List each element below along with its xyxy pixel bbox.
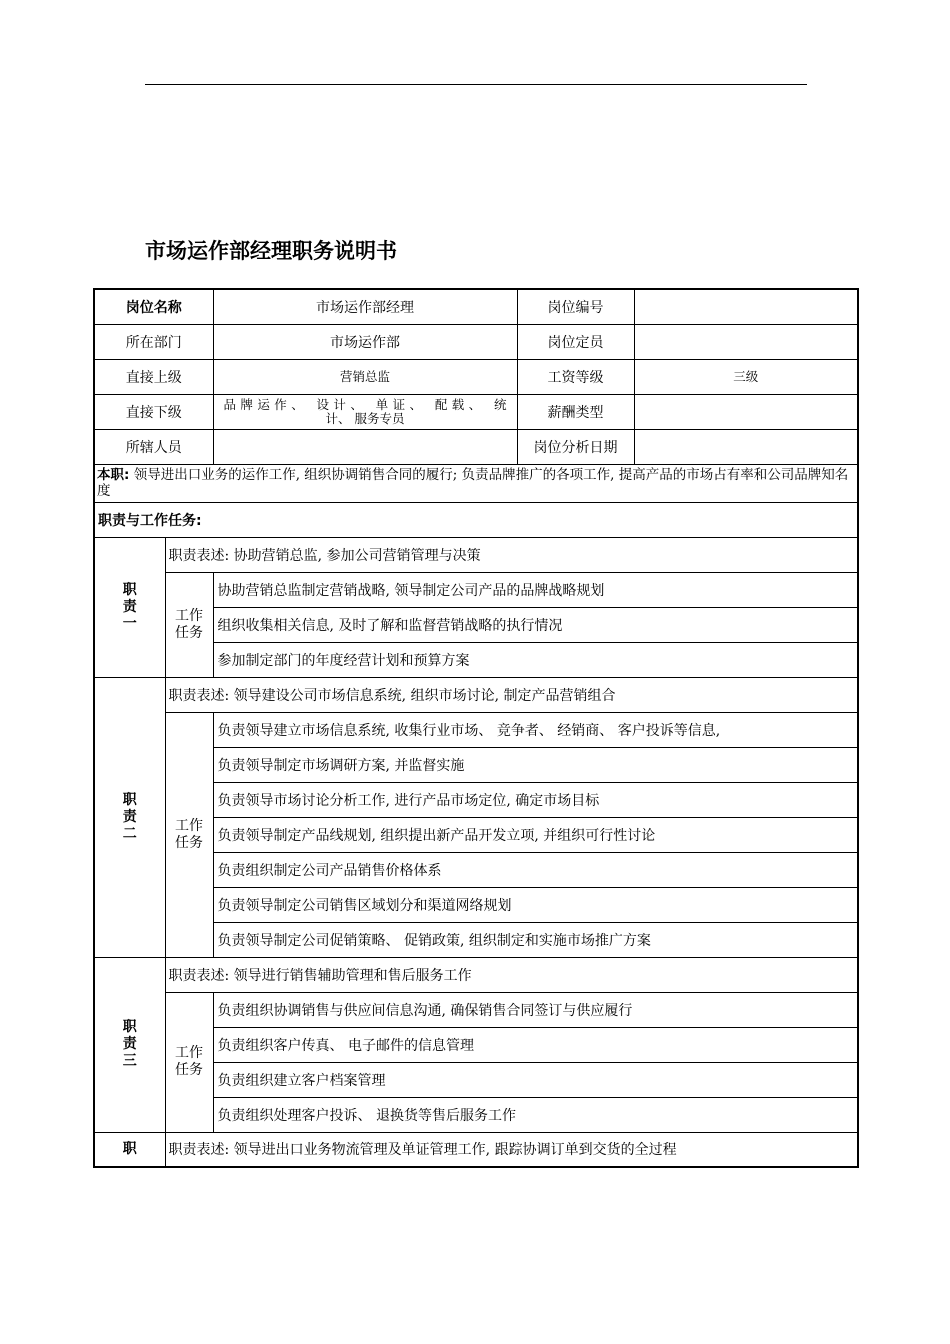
duty-label-char: 责 — [122, 598, 137, 615]
task-item: 负责组织处理客户投诉、 退换货等售后服务工作 — [213, 1097, 858, 1132]
field-value: 三级 — [634, 359, 858, 394]
task-item: 负责领导市场讨论分析工作, 进行产品市场定位, 确定市场目标 — [213, 782, 858, 817]
task-row — [94, 572, 858, 607]
field-value — [634, 394, 858, 429]
header-row — [94, 359, 858, 394]
duty-label-char: 二 — [122, 825, 137, 842]
job-description-table — [93, 288, 859, 1168]
field-label: 薪酬类型 — [517, 394, 634, 429]
task-label-line: 工作 — [175, 817, 203, 834]
document-title: 市场运作部经理职务说明书 — [145, 239, 397, 263]
task-label-line: 任务 — [175, 834, 203, 851]
task-label — [165, 572, 213, 677]
duty-label-char: 职 — [122, 791, 137, 808]
benzhi-row — [94, 464, 858, 502]
task-row — [94, 712, 858, 747]
task-item: 负责领导制定产品线规划, 组织提出新产品开发立项, 并组织可行性讨论 — [213, 817, 858, 852]
field-label: 所辖人员 — [94, 429, 213, 464]
task-item: 负责组织协调销售与供应间信息沟通, 确保销售合同签订与供应履行 — [213, 992, 858, 1027]
task-row — [94, 992, 858, 1027]
duty-label-char: 责 — [122, 808, 137, 825]
field-label: 岗位编号 — [517, 289, 634, 324]
duty-description: 职责表述: 协助营销总监, 参加公司营销管理与决策 — [165, 537, 858, 572]
field-value — [634, 429, 858, 464]
field-value — [634, 289, 858, 324]
duty-label-3 — [94, 957, 165, 1132]
duty-label-4 — [94, 1132, 165, 1167]
header-rule — [145, 84, 807, 85]
field-value: 营销总监 — [213, 359, 517, 394]
field-value: 市场运作部经理 — [213, 289, 517, 324]
duty-label-1 — [94, 537, 165, 677]
field-value: 市场运作部 — [213, 324, 517, 359]
task-item: 负责领导建立市场信息系统, 收集行业市场、 竞争者、 经销商、 客户投诉等信息, — [213, 712, 858, 747]
task-label — [165, 712, 213, 957]
benzhi-label: 本职: — [97, 467, 130, 483]
header-row — [94, 394, 858, 429]
task-item: 负责组织制定公司产品销售价格体系 — [213, 852, 858, 887]
field-label: 工资等级 — [517, 359, 634, 394]
duty-label-char: 三 — [122, 1053, 137, 1069]
task-item: 负责领导制定市场调研方案, 并监督实施 — [213, 747, 858, 782]
duties-header: 职责与工作任务: — [94, 502, 858, 537]
task-label-line: 任务 — [175, 1062, 203, 1078]
duty-label-char: 一 — [122, 615, 137, 632]
task-item: 负责领导制定公司销售区域划分和渠道网络规划 — [213, 887, 858, 922]
task-label-line: 工作 — [175, 607, 203, 624]
duty-description: 职责表述: 领导进行销售辅助管理和售后服务工作 — [165, 957, 858, 992]
task-item: 组织收集相关信息, 及时了解和监督营销战略的执行情况 — [213, 607, 858, 642]
task-item: 负责领导制定公司促销策略、 促销政策, 组织制定和实施市场推广方案 — [213, 922, 858, 957]
task-label-line: 工作 — [175, 1045, 203, 1061]
field-label: 岗位定员 — [517, 324, 634, 359]
duty-description: 职责表述: 领导进出口业务物流管理及单证管理工作, 跟踪协调订单到交货的全过程 — [165, 1132, 858, 1167]
benzhi-cell — [94, 464, 858, 502]
task-item: 负责组织客户传真、 电子邮件的信息管理 — [213, 1027, 858, 1062]
task-item: 协助营销总监制定营销战略, 领导制定公司产品的品牌战略规划 — [213, 572, 858, 607]
duty-description: 职责表述: 领导建设公司市场信息系统, 组织市场讨论, 制定产品营销组合 — [165, 677, 858, 712]
header-row — [94, 289, 858, 324]
task-label — [165, 992, 213, 1132]
duty-desc-row — [94, 957, 858, 992]
subordinates-line: 品牌运作、 设计、 单证、 配载、 统 — [223, 397, 507, 412]
duty-label-char: 职 — [122, 1019, 137, 1035]
field-value — [634, 324, 858, 359]
field-value-subordinates — [213, 394, 517, 429]
duties-header-row — [94, 502, 858, 537]
task-label-line: 任务 — [175, 624, 203, 641]
task-item: 负责组织建立客户档案管理 — [213, 1062, 858, 1097]
duty-label-char: 职 — [122, 1140, 137, 1157]
duty-desc-row — [94, 677, 858, 712]
duty-desc-row — [94, 537, 858, 572]
field-label: 岗位名称 — [94, 289, 213, 324]
duty-label-char: 责 — [122, 1036, 137, 1052]
field-label: 岗位分析日期 — [517, 429, 634, 464]
field-label: 直接下级 — [94, 394, 213, 429]
duty-desc-row — [94, 1132, 858, 1167]
header-row — [94, 429, 858, 464]
subordinates-line: 计、 服务专员 — [325, 411, 405, 426]
task-item: 参加制定部门的年度经营计划和预算方案 — [213, 642, 858, 677]
field-value — [213, 429, 517, 464]
field-label: 所在部门 — [94, 324, 213, 359]
header-row — [94, 324, 858, 359]
duty-label-2 — [94, 677, 165, 957]
duty-label-char: 职 — [122, 581, 137, 598]
benzhi-text: 领导进出口业务的运作工作, 组织协调销售合同的履行; 负责品牌推广的各项工作, 提高产品的市场占有率和公司品牌知名度 — [97, 467, 849, 499]
field-label: 直接上级 — [94, 359, 213, 394]
